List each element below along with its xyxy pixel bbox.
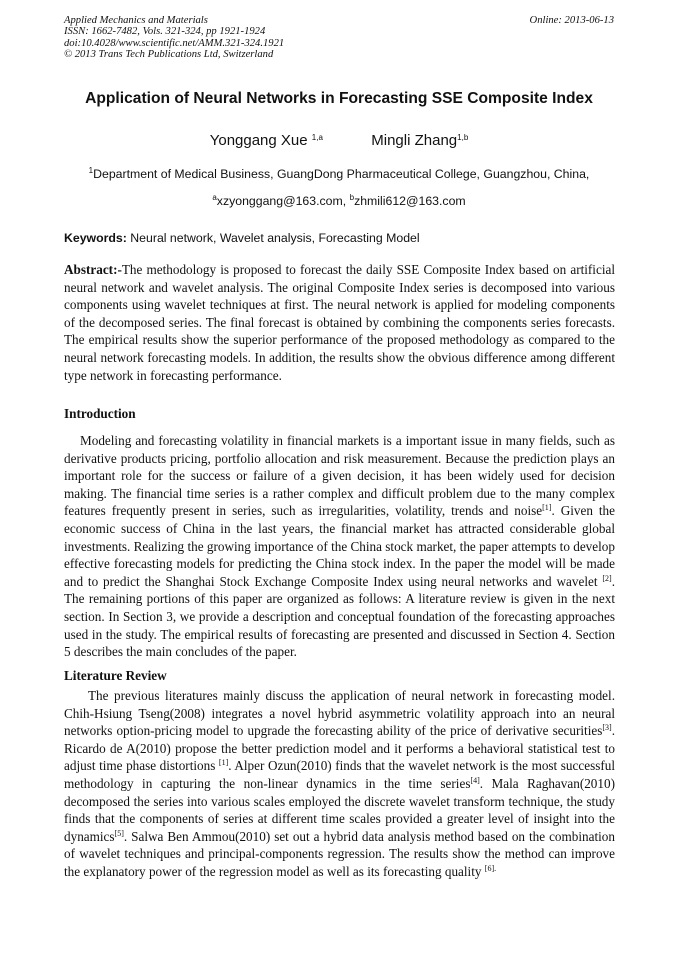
text-run: . Salwa Ben Ammou(2010) set out a hybrid data analysis method based on the combination of wavelet techniques and principal-components regression. The results show the method can improve the explanatory power of the regression model as well as its forecasting quality: [64, 828, 615, 879]
keywords: [64, 231, 420, 245]
affiliation-sup: 1: [88, 166, 94, 175]
text-run: . Ricardo de A(2010) propose the better prediction model and it performs a behavioral statistical test to adjust time phase distortions: [64, 723, 615, 774]
keywords-label: Keywords:: [64, 231, 127, 245]
email-sup: b: [349, 193, 355, 202]
doi: doi:10.4028/www.scientific.net/AMM.321-324.1921: [64, 37, 285, 49]
abstract: [64, 261, 615, 384]
keywords-text: Neural network, Wavelet analysis, Forecasting Model: [126, 231, 420, 245]
author-name: Mingli Zhang: [371, 132, 458, 149]
citation: [5]: [114, 828, 124, 838]
author-name: Yonggang Xue: [209, 132, 312, 149]
literature-review-paragraph: [64, 687, 615, 881]
citation: [4]: [470, 775, 480, 785]
citation: [1]: [542, 503, 552, 513]
affiliation-text: Department of Medical Business, GuangDong Pharmaceutical College, Guangzhou, China,: [93, 167, 590, 181]
abstract-label: Abstract:-: [64, 262, 122, 277]
abstract-text: The methodology is proposed to forecast the daily SSE Composite Index based on artificial neural network and wavelet analysis. The original Composite Index series is decomposed into various components using wavelet techniques at first. The neural network is applied for modeling components of the decomposed series. The final forecast is obtained by combining the components series forecasts. The empirical results show the superior performance of the proposed methodology as compared to the neural network forecasting models. In addition, the results show the obvious difference among different type network in forecasting performance.: [64, 262, 615, 383]
text-run: . Alper Ozun(2010) finds that the wavelet network is the most successful methodology in capturing the non-linear dynamics in the time series: [64, 758, 615, 791]
literature-review-heading: Literature Review: [64, 668, 167, 683]
email-b[interactable]: zhmili612@163.com: [354, 194, 466, 208]
online-date: Online: 2013-06-13: [529, 15, 614, 26]
copyright: © 2013 Trans Tech Publications Ltd, Switzerland: [64, 49, 274, 61]
email-a[interactable]: xzyonggang@163.com,: [216, 194, 350, 208]
introduction-paragraph: [64, 432, 615, 661]
citation: [3]: [602, 723, 612, 733]
text-run: . Given the economic success of China in the last years, the financial market has attracted considerable global investments. Realizing the growing importance of the China stock market, the paper attempts to develop effective forecasting models for predicting the China stock index. In the paper the model will be made and to predict the Shanghai Stock Exchange Composite Index using neural networks and wavelet: [64, 503, 615, 589]
affiliation: [0, 167, 678, 181]
authors: [0, 132, 678, 149]
citation: [2]: [602, 573, 612, 583]
email-sup: a: [212, 193, 217, 202]
emails: [0, 194, 678, 208]
text-run: . Mala Raghavan(2010) decomposed the series into various scales employed the discrete wavelet transform technique, the study finds that the components of series at different time scales provided a greater level of insight into the dynamics: [64, 775, 615, 844]
text-run: . The remaining portions of this paper are organized as follows: A literature review is given in the next section. In Section 3, we provide a description and conceptual foundation of the forecasting approaches used in the study. The empirical results of forecasting are presented and discussed in Section 4. Section 5 describes the main concludes of the paper.: [64, 573, 615, 660]
introduction-heading: Introduction: [64, 406, 136, 421]
author-sup: 1,b: [457, 133, 469, 142]
paper-title: Application of Neural Networks in Forecasting SSE Composite Index: [85, 90, 593, 107]
text-run: Modeling and forecasting volatility in financial markets is a important issue in many fields, such as derivative products pricing, portfolio allocation and risk measurement. Because the prediction plays an important role for the success or failure of a given decision, it has been widely used for decision making. The financial time series is a rather complex and difficult problem due to the many complex features frequently present in series, such as irregularities, volatility, trends and noise: [64, 433, 615, 519]
author-sup: 1,a: [311, 133, 323, 142]
citation: [6].: [484, 863, 497, 873]
citation: [1]: [218, 758, 229, 768]
journal-header: [64, 15, 284, 61]
issn: ISSN: 1662-7482, Vols. 321-324, pp 1921-1924: [64, 26, 266, 38]
journal-name: Applied Mechanics and Materials: [64, 15, 208, 26]
text-run: The previous literatures mainly discuss the application of neural network in forecasting model. Chih-Hsiung Tseng(2008) integrates a novel hybrid asymmetric volatility approach into an neural networks option-pricing model to upgrade the forecasting ability of the price of derivative securities: [64, 688, 615, 739]
